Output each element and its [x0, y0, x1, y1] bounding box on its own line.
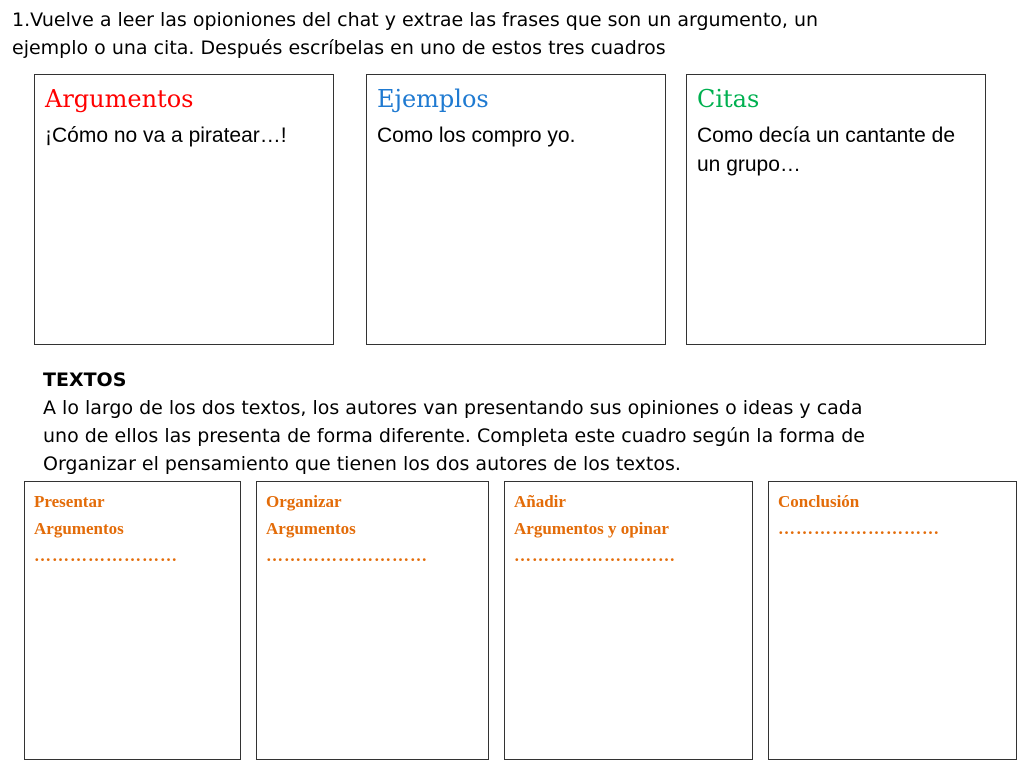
- conclusion-dots: ………………………: [778, 519, 940, 538]
- textos-line-1: A lo largo de los dos textos, los autores van presentando sus opiniones o ideas y cada: [43, 397, 863, 419]
- anadir-dots: ………………………: [514, 546, 676, 565]
- anadir-argumentos-label: Argumentos y opinar: [514, 519, 669, 538]
- textos-title: TEXTOS: [43, 369, 127, 391]
- textos-section: [43, 366, 1003, 478]
- ejemplos-text: Como los compro yo.: [377, 124, 576, 147]
- organizar-label: Organizar: [266, 492, 342, 511]
- anadir-label: Añadir: [514, 492, 566, 511]
- citas-title: Citas: [697, 85, 760, 113]
- citas-text: Como decía un cantante de un grupo…: [697, 124, 956, 176]
- ejemplos-title: Ejemplos: [377, 85, 489, 113]
- textos-line-2: uno de ellos las presenta de forma diferente. Completa este cuadro según la forma de: [43, 425, 865, 447]
- organizar-argumentos-box: [256, 481, 489, 760]
- conclusion-label: Conclusión: [778, 492, 860, 511]
- instructions: [12, 6, 1012, 62]
- argumentos-title: Argumentos: [45, 85, 194, 113]
- presentar-argumentos-box: [24, 481, 241, 760]
- presentar-argumentos-label: Argumentos: [34, 519, 124, 538]
- presentar-label: Presentar: [34, 492, 105, 511]
- argumentos-box: [34, 74, 334, 345]
- anadir-argumentos-box: [504, 481, 753, 760]
- ejemplos-box: [366, 74, 666, 345]
- instructions-line-1: 1.Vuelve a leer las opioniones del chat y extrae las frases que son un argumento, un: [12, 9, 819, 31]
- organizar-dots: ………………………: [266, 546, 428, 565]
- presentar-dots: ……………………: [34, 546, 178, 565]
- textos-line-3: Organizar el pensamiento que tienen los dos autores de los textos.: [43, 453, 681, 475]
- instructions-line-2: ejemplo o una cita. Después escríbelas en uno de estos tres cuadros: [12, 37, 666, 59]
- organizar-argumentos-label: Argumentos: [266, 519, 356, 538]
- conclusion-box: [768, 481, 1017, 760]
- argumentos-text: ¡Cómo no va a piratear…!: [45, 124, 287, 147]
- citas-box: [686, 74, 986, 345]
